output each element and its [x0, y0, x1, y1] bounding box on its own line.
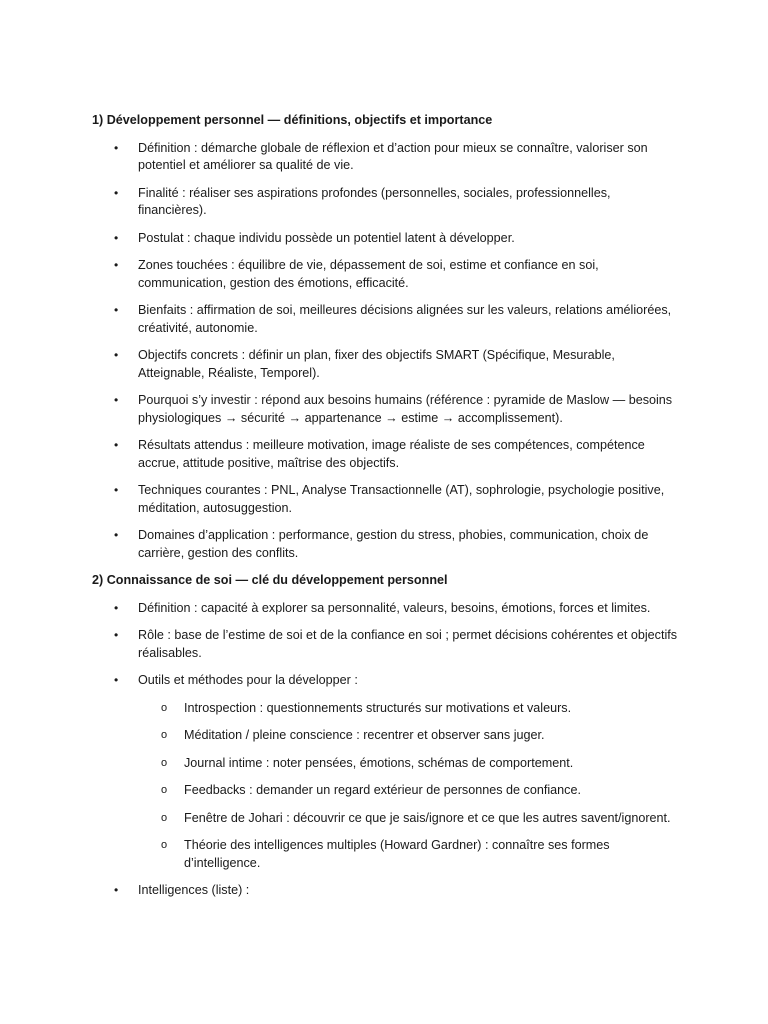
bullet-icon: •	[114, 438, 119, 452]
circle-bullet-icon: o	[161, 784, 168, 796]
list-item-text: Finalité : réaliser ses aspirations profondes (personnelles, sociales, professionnelles, financières).	[138, 185, 611, 217]
list-item	[92, 140, 682, 175]
bullet-icon: •	[114, 483, 119, 497]
list-item-text: Pourquoi s’y investir : répond aux besoins humains (référence : pyramide de Maslow — besoins physiologiques → sécurité → appartenance → estime → accomplissement).	[138, 393, 673, 425]
circle-bullet-icon: o	[161, 701, 168, 714]
list-item-text: Définition : capacité à explorer sa personnalité, valeurs, besoins, émotions, forces et limites.	[138, 600, 651, 615]
bullet-icon: •	[114, 528, 119, 542]
list-item	[92, 482, 682, 517]
list-item-text: Rôle : base de l’estime de soi et de la confiance en soi ; permet décisions cohérentes et objectifs réalisables.	[138, 628, 678, 660]
list-item-text: Postulat : chaque individu possède un potentiel latent à développer.	[138, 230, 515, 245]
bullet-icon: •	[114, 600, 119, 615]
list-item	[92, 672, 682, 872]
section-2-list	[92, 600, 682, 900]
document-page	[92, 112, 682, 910]
list-item	[92, 257, 682, 292]
bullet-icon: •	[114, 393, 119, 407]
bullet-icon: •	[114, 303, 119, 317]
list-item-text: Zones touchées : équilibre de vie, dépassement de soi, estime et confiance en soi, communication, gestion des émotions, efficacité.	[138, 258, 599, 290]
list-item	[92, 347, 682, 382]
sublist-item-text: Méditation / pleine conscience : recentrer et observer sans juger.	[184, 728, 545, 742]
sublist-item-text: Théorie des intelligences multiples (Howard Gardner) : connaître ses formes d’intelligence.	[184, 838, 610, 870]
circle-bullet-icon: o	[161, 756, 168, 769]
list-item-text: Résultats attendus : meilleure motivation, image réaliste de ses compétences, compétence accrue, attitude positive, maîtrise des objectifs.	[138, 438, 645, 470]
list-item	[92, 627, 682, 662]
sublist-item	[138, 782, 682, 800]
list-item-text: Intelligences (liste) :	[138, 883, 250, 897]
tools-sublist	[138, 700, 682, 873]
bullet-icon: •	[114, 230, 119, 245]
list-item	[92, 230, 682, 248]
bullet-icon: •	[114, 258, 119, 272]
list-item	[92, 392, 682, 427]
list-item-text: Techniques courantes : PNL, Analyse Transactionnelle (AT), sophrologie, psychologie positive, méditation, autosuggestion.	[138, 483, 665, 515]
sublist-item	[138, 810, 682, 828]
list-item	[92, 527, 682, 562]
sublist-item	[138, 700, 682, 718]
list-item-text: Outils et méthodes pour la développer :	[138, 673, 358, 687]
bullet-icon: •	[114, 628, 119, 642]
list-item	[92, 882, 682, 900]
bullet-icon: •	[114, 348, 119, 362]
sublist-item	[138, 727, 682, 745]
sublist-item-text: Introspection : questionnements structurés sur motivations et valeurs.	[184, 700, 572, 715]
circle-bullet-icon: o	[161, 729, 168, 741]
bullet-icon: •	[114, 883, 119, 897]
list-item	[92, 600, 682, 618]
sublist-item	[138, 837, 682, 872]
list-item-text: Objectifs concrets : définir un plan, fixer des objectifs SMART (Spécifique, Mesurable, Atteignable, Réaliste, Temporel).	[138, 348, 615, 380]
section-1-heading: 1) Développement personnel — définitions, objectifs et importance	[92, 113, 493, 127]
list-item-text: Bienfaits : affirmation de soi, meilleures décisions alignées sur les valeurs, relations améliorées, créativité, autonomie.	[138, 303, 672, 335]
list-item	[92, 437, 682, 472]
circle-bullet-icon: o	[161, 811, 168, 824]
sublist-item-text: Journal intime : noter pensées, émotions, schémas de comportement.	[184, 755, 574, 770]
section-2-heading: 2) Connaissance de soi — clé du développement personnel	[92, 573, 448, 587]
sublist-item-text: Fenêtre de Johari : découvrir ce que je sais/ignore et ce que les autres savent/ignorent.	[184, 810, 671, 825]
list-item-text: Définition : démarche globale de réflexion et d’action pour mieux se connaître, valoriser son potentiel et améliorer sa qualité de vie.	[138, 140, 648, 172]
bullet-icon: •	[114, 185, 119, 200]
section-1-list	[92, 140, 682, 563]
sublist-item	[138, 755, 682, 773]
sublist-item-text: Feedbacks : demander un regard extérieur de personnes de confiance.	[184, 783, 581, 797]
circle-bullet-icon: o	[161, 839, 168, 851]
list-item	[92, 302, 682, 337]
list-item-text: Domaines d’application : performance, gestion du stress, phobies, communication, choix de carrière, gestion des conflits.	[138, 528, 649, 560]
bullet-icon: •	[114, 140, 119, 155]
bullet-icon: •	[114, 673, 119, 687]
list-item	[92, 185, 682, 220]
